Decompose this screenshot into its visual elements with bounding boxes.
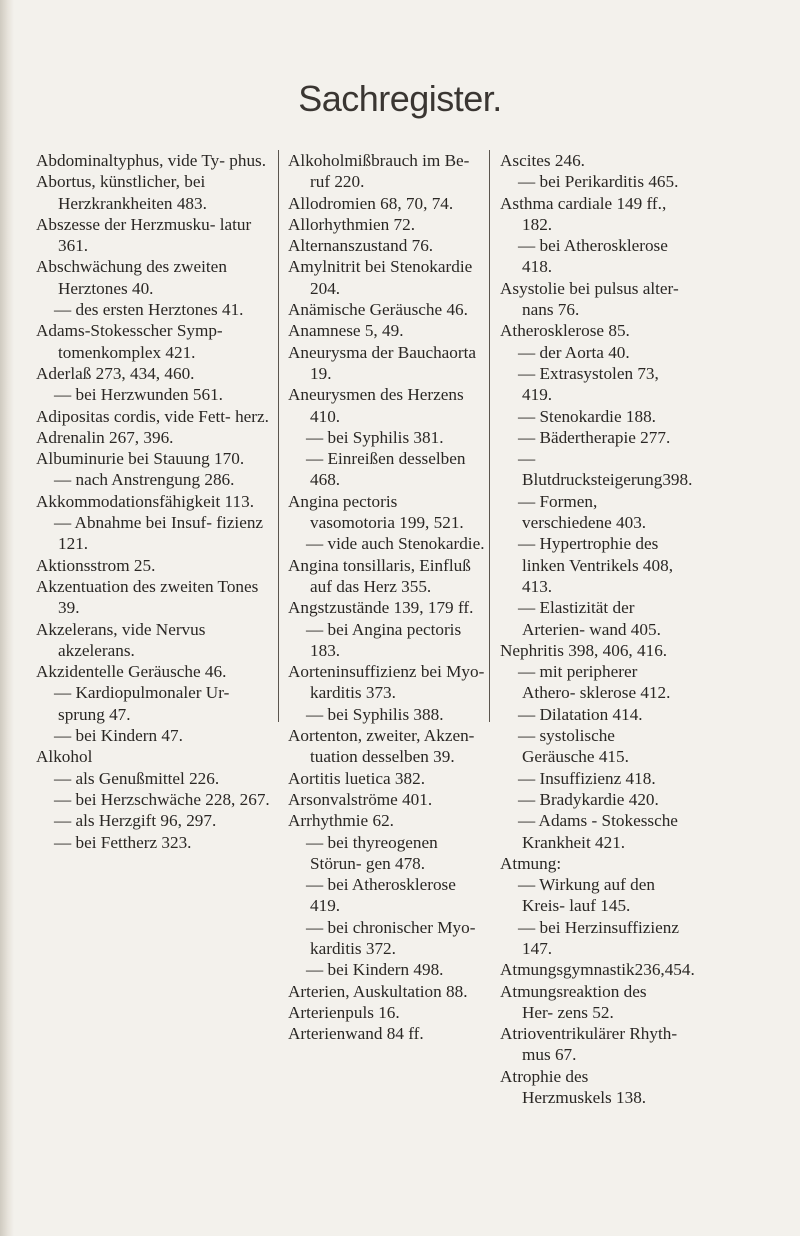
index-entry: — mit peripherer Athero- sklerose 412.	[518, 662, 671, 703]
index-entry: — des ersten Herztones 41.	[54, 300, 244, 320]
index-entry: — Elastizität der Arterien- wand 405.	[518, 598, 661, 639]
index-entry: Alkohol	[36, 747, 93, 767]
index-entry: Akzentuation des zweiten Tones 39.	[36, 576, 259, 618]
index-entry: Abszesse der Herzmusku- latur 361.	[36, 214, 252, 256]
index-entry: Arterienpuls 16.	[288, 1002, 400, 1022]
index-entry: — bei Herzinsuffizienz 147.	[518, 917, 679, 958]
index-entry: — als Genußmittel 226.	[54, 768, 220, 788]
index-entry: — Dilatation 414.	[518, 704, 643, 724]
index-entry: — bei thyreogenen Störun- gen 478.	[306, 832, 438, 873]
index-entry: — Abnahme bei Insuf- fizienz 121.	[54, 513, 264, 554]
index-entry: — bei Herzwunden 561.	[54, 385, 223, 405]
index-entry: Alternanszustand 76.	[288, 236, 434, 256]
index-entry: Arsonvalströme 401.	[288, 789, 433, 809]
index-entry: — bei Kindern 498.	[306, 960, 444, 980]
index-entry: — bei Atherosklerose 418.	[518, 236, 668, 277]
index-entry: — bei chronischer Myo- karditis 372.	[306, 917, 476, 958]
index-entry: Adrenalin 267, 396.	[36, 427, 174, 447]
index-entry: Abdominaltyphus, vide Ty- phus.	[36, 151, 267, 170]
index-entry: — Extrasystolen 73, 419.	[518, 363, 659, 405]
index-column-3	[500, 150, 695, 1108]
index-entry: Aneurysmen des Herzens 410.	[288, 385, 464, 426]
index-entry: — Bradykardie 420.	[518, 789, 659, 809]
index-entry: Abortus, künstlicher, bei Herzkrankheiten 483.	[36, 172, 207, 213]
index-entry: — bei Syphilis 381.	[306, 427, 444, 447]
index-entry: Abschwächung des zweiten Herztones 40.	[36, 257, 227, 298]
page-edge-shadow	[0, 0, 14, 1236]
index-entry: — bei Perikarditis 465.	[518, 172, 679, 192]
index-entry: — vide auch Stenokardie.	[306, 534, 485, 554]
index-entry: Arterien, Auskultation 88.	[288, 981, 468, 1001]
index-entry: Nephritis 398, 406, 416.	[500, 640, 668, 660]
column-divider	[278, 150, 279, 722]
index-entry: — Formen, verschiedene 403.	[518, 491, 647, 533]
index-entry: Akkommodationsfähigkeit 113.	[36, 491, 254, 511]
index-entry: Aortitis luetica 382.	[288, 768, 425, 788]
index-entry: Aderlaß 273, 434, 460.	[36, 363, 195, 383]
column-divider	[489, 150, 490, 722]
index-entry: Adipositas cordis, vide Fett- herz.	[36, 406, 269, 426]
index-entry: Angstzustände 139, 179 ff.	[288, 598, 474, 618]
index-entry: Atherosklerose 85.	[500, 321, 630, 341]
index-entry: — bei Atherosklerose 419.	[306, 875, 456, 916]
index-entry: — bei Syphilis 388.	[306, 704, 444, 724]
index-entry: — Stenokardie 188.	[518, 406, 656, 426]
index-entry: Arterienwand 84 ff.	[288, 1024, 424, 1044]
index-entry: Alkoholmißbrauch im Be- ruf 220.	[288, 151, 470, 192]
index-entry: Albuminurie bei Stauung 170.	[36, 449, 245, 469]
index-entry: — Hypertrophie des linken Ventrikels 408, 413.	[518, 534, 674, 596]
index-entry: Aktionsstrom 25.	[36, 555, 156, 575]
index-entry: Atmungsgymnastik236,454.	[500, 960, 695, 980]
index-entry: Atrioventrikulärer Rhyth- mus 67.	[500, 1024, 678, 1065]
index-entry: — bei Kindern 47.	[54, 726, 183, 746]
index-entry: — nach Anstrengung 286.	[54, 470, 235, 490]
index-entry: Akzelerans, vide Nervus akzelerans.	[36, 619, 206, 660]
index-entry: — Bädertherapie 277.	[518, 427, 671, 447]
index-column-2	[288, 150, 486, 1044]
page-title: Sachregister.	[298, 78, 502, 119]
index-entry: Aortenton, zweiter, Akzen- tuation desselben 39.	[288, 726, 475, 767]
index-entry: Angina tonsillaris, Einfluß auf das Herz 355.	[288, 555, 471, 596]
index-entry: Aorteninsuffizienz bei Myo- karditis 373.	[288, 662, 485, 703]
index-entry: — Wirkung auf den Kreis- lauf 145.	[518, 875, 655, 916]
index-entry: Amylnitrit bei Stenokardie 204.	[288, 257, 473, 298]
index-entry: — Insuffizienz 418.	[518, 768, 656, 788]
index-entry: Angina pectoris vasomotoria 199, 521.	[288, 491, 464, 533]
index-entry: Arrhythmie 62.	[288, 811, 394, 831]
index-column-1	[36, 150, 276, 853]
index-entry: — Adams - Stokessche Krankheit 421.	[518, 811, 678, 852]
index-entry: Anämische Geräusche 46.	[288, 300, 468, 320]
index-entry: Adams-Stokesscher Symp- tomenkomplex 421.	[36, 321, 223, 362]
index-entry: — bei Angina pectoris 183.	[306, 619, 462, 660]
index-entry: Allorhythmien 72.	[288, 214, 415, 234]
index-entry: Ascites 246.	[500, 151, 585, 170]
index-entry: Akzidentelle Geräusche 46.	[36, 662, 227, 682]
index-entry: Anamnese 5, 49.	[288, 321, 404, 341]
index-entry: — Einreißen desselben 468.	[306, 449, 466, 490]
index-entry: Atmung:	[500, 853, 562, 873]
index-entry: — bei Herzschwäche 228, 267.	[54, 789, 270, 809]
index-entry: Asystolie bei pulsus alter- nans 76.	[500, 278, 679, 320]
index-entry: Allodromien 68, 70, 74.	[288, 193, 454, 213]
index-entry: — Blutdrucksteigerung398.	[518, 449, 693, 490]
index-entry: Asthma cardiale 149 ff., 182.	[500, 193, 667, 234]
index-entry: Atrophie des Herzmuskels 138.	[500, 1066, 647, 1108]
index-entry: — der Aorta 40.	[518, 342, 630, 362]
index-entry: — als Herzgift 96, 297.	[54, 811, 217, 831]
index-entry: — Kardiopulmonaler Ur- sprung 47.	[54, 683, 230, 724]
index-entry: Aneurysma der Bauchaorta 19.	[288, 342, 477, 383]
index-entry: — systolische Geräusche 415.	[518, 726, 629, 767]
index-entry: — bei Fettherz 323.	[54, 832, 192, 852]
index-entry: Atmungsreaktion des Her- zens 52.	[500, 981, 647, 1022]
